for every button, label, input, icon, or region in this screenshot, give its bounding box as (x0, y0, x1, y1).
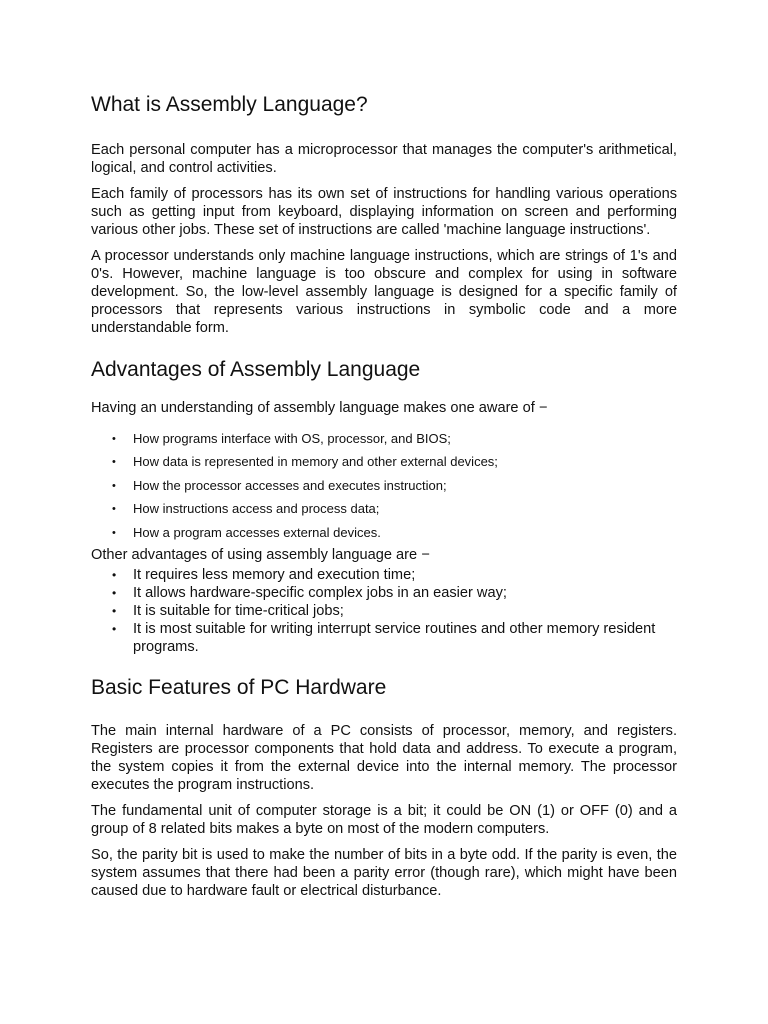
list-item-text: How the processor accesses and executes instruction; (133, 477, 447, 493)
paragraph: The main internal hardware of a PC consists of processor, memory, and registers. Registers are processor components that hold data and address. To execute a program, the system copies it from the external device into the internal memory. The processor executes the program instructions. (91, 722, 677, 793)
list-item-text: It allows hardware-specific complex jobs in an easier way; (133, 584, 507, 601)
bullet-icon: • (112, 621, 117, 636)
paragraph: So, the parity bit is used to make the number of bits in a byte odd. If the parity is even, the system assumes that there had been a parity error (though rare), which might have been caused due to hardware fault or electrical disturbance. (91, 846, 677, 899)
other-advantages-list (91, 566, 677, 656)
list-item-text: How instructions access and process data; (133, 501, 380, 517)
list-item-text: How a program accesses external devices. (133, 524, 381, 540)
paragraph: Each family of processors has its own set of instructions for handling various operations such as getting input from keyboard, displaying information on screen and performing various other jobs. These set of instructions are called 'machine language instructions'. (91, 186, 677, 238)
bullet-icon: • (112, 526, 116, 539)
list-item-text: It requires less memory and execution time; (133, 566, 416, 583)
list-item-text: It is suitable for time-critical jobs; (133, 602, 344, 619)
paragraph: Each personal computer has a microprocessor that manages the computer's arithmetical, logical, and control activities. (91, 142, 677, 176)
advantages-list (91, 431, 677, 541)
list-item-text: How programs interface with OS, processor, and BIOS; (133, 431, 451, 446)
bullet-icon: • (112, 567, 117, 582)
bullet-icon: • (112, 585, 117, 600)
paragraph-intro: Having an understanding of assembly language makes one aware of − (91, 400, 548, 416)
list-item (91, 584, 677, 602)
list-item (91, 431, 677, 447)
list-item (91, 525, 677, 541)
heading-advantages: Advantages of Assembly Language (91, 358, 421, 381)
list-item-text: How data is represented in memory and other external devices; (133, 454, 498, 470)
paragraph: A processor understands only machine language instructions, which are strings of 1's and 0's. However, machine language is too obscure and complex for using in software development. So, the low-level assembly language is designed for a specific family of processors that represents various instructions in symbolic code and a more understandable form. (91, 248, 677, 336)
bullet-icon: • (112, 456, 116, 469)
heading-what-is-assembly: What is Assembly Language? (91, 93, 368, 116)
bullet-icon: • (112, 603, 117, 618)
bullet-icon: • (112, 433, 116, 445)
list-item (91, 566, 677, 584)
list-item (91, 620, 677, 656)
bullet-icon: • (112, 503, 116, 516)
list-item-text: It is most suitable for writing interrupt service routines and other memory resident programs. (133, 620, 656, 655)
paragraph: The fundamental unit of computer storage is a bit; it could be ON (1) or OFF (0) and a group of 8 related bits makes a byte on most of the modern computers. (91, 802, 677, 837)
list-item (91, 602, 677, 620)
bullet-icon: • (112, 479, 116, 492)
list-item (91, 454, 677, 470)
list-item (91, 478, 677, 494)
heading-pc-hardware: Basic Features of PC Hardware (91, 675, 387, 699)
list-item (91, 501, 677, 517)
paragraph-intro-2: Other advantages of using assembly language are − (91, 546, 430, 563)
